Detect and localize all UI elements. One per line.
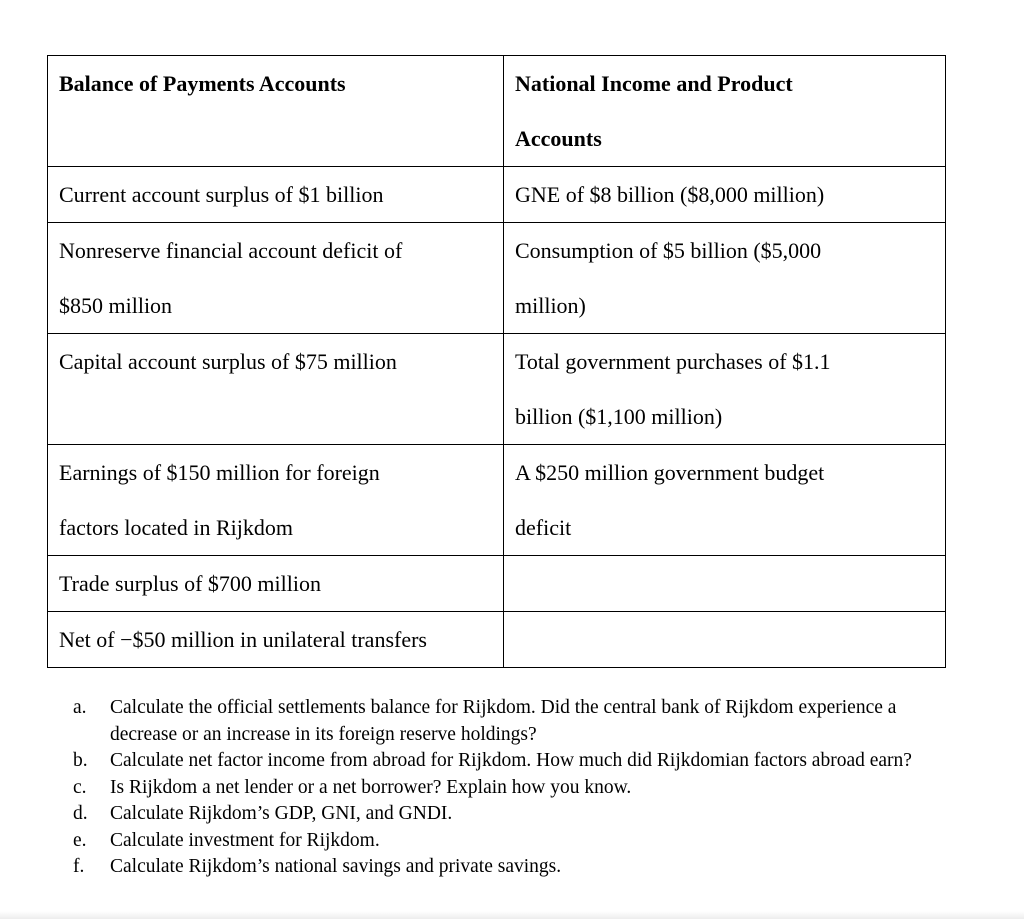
question-text: Calculate investment for Rijkdom. (110, 829, 380, 851)
question-text: Calculate the official settlements balance for Rijkdom. Did the central bank of Rijkdom experience a decrease or an increase in its foreign reserve holdings? (110, 697, 897, 745)
accounts-table (47, 55, 946, 668)
question-text: Calculate net factor income from abroad for Rijkdom. How much did Rijkdomian factors abroad earn? (110, 750, 912, 771)
table-cell-right (504, 334, 946, 445)
cell-text: billion ($1,100 million) (515, 404, 723, 429)
cell-text: Earnings of $150 million for foreign (59, 460, 380, 485)
question-marker: f. (73, 856, 85, 877)
table-cell-right-empty (504, 612, 946, 668)
question-list (68, 695, 958, 881)
accounts-table-container (47, 55, 944, 668)
list-item (68, 775, 958, 802)
table-cell-left (48, 556, 504, 612)
table-cell-left (48, 167, 504, 223)
cell-text: million) (515, 293, 586, 318)
table-cell-left (48, 445, 504, 556)
table-cell-right (504, 445, 946, 556)
table-cell-right (504, 223, 946, 334)
list-item (68, 748, 958, 775)
table-row (48, 612, 946, 668)
table-cell-right-empty (504, 556, 946, 612)
cell-text: Current account surplus of $1 billion (59, 182, 384, 207)
cell-text: A $250 million government budget (515, 460, 825, 485)
table-cell-left (48, 223, 504, 334)
header-balance-of-payments (48, 56, 504, 167)
question-marker: d. (73, 803, 88, 824)
cell-text: Nonreserve financial account deficit of (59, 238, 403, 263)
header-right-label-line1: National Income and Product (515, 71, 793, 96)
table-cell-left (48, 334, 504, 445)
table-row (48, 223, 946, 334)
list-item (68, 801, 958, 828)
cell-text: GNE of $8 billion ($8,000 million) (515, 182, 825, 207)
cell-text: Trade surplus of $700 million (59, 571, 321, 596)
list-item (68, 828, 958, 855)
cell-text: Total government purchases of $1.1 (515, 349, 831, 374)
bottom-edge-shadow (0, 911, 1024, 919)
table-row (48, 167, 946, 223)
table-row (48, 334, 946, 445)
question-text: Is Rijkdom a net lender or a net borrower? Explain how you know. (110, 776, 632, 798)
cell-text: deficit (515, 515, 572, 540)
header-right-label-line2: Accounts (515, 126, 602, 151)
question-marker: e. (73, 829, 87, 851)
question-text: Calculate Rijkdom’s GDP, GNI, and GNDI. (110, 803, 453, 824)
table-header-row (48, 56, 946, 167)
question-marker: b. (73, 750, 88, 771)
table-row (48, 556, 946, 612)
cell-text: $850 million (59, 293, 173, 318)
list-item (68, 695, 958, 748)
question-marker: a. (73, 697, 87, 718)
cell-text: Capital account surplus of $75 million (59, 349, 397, 374)
cell-text: Consumption of $5 billion ($5,000 (515, 238, 822, 263)
question-marker: c. (73, 776, 87, 798)
cell-text: factors located in Rijkdom (59, 515, 293, 540)
table-row (48, 445, 946, 556)
table-cell-right (504, 167, 946, 223)
header-national-income (504, 56, 946, 167)
question-text: Calculate Rijkdom’s national savings and private savings. (110, 856, 562, 877)
header-left-label: Balance of Payments Accounts (59, 71, 346, 96)
list-item (68, 854, 958, 881)
cell-text: Net of −$50 million in unilateral transfers (59, 627, 427, 652)
table-cell-left (48, 612, 504, 668)
